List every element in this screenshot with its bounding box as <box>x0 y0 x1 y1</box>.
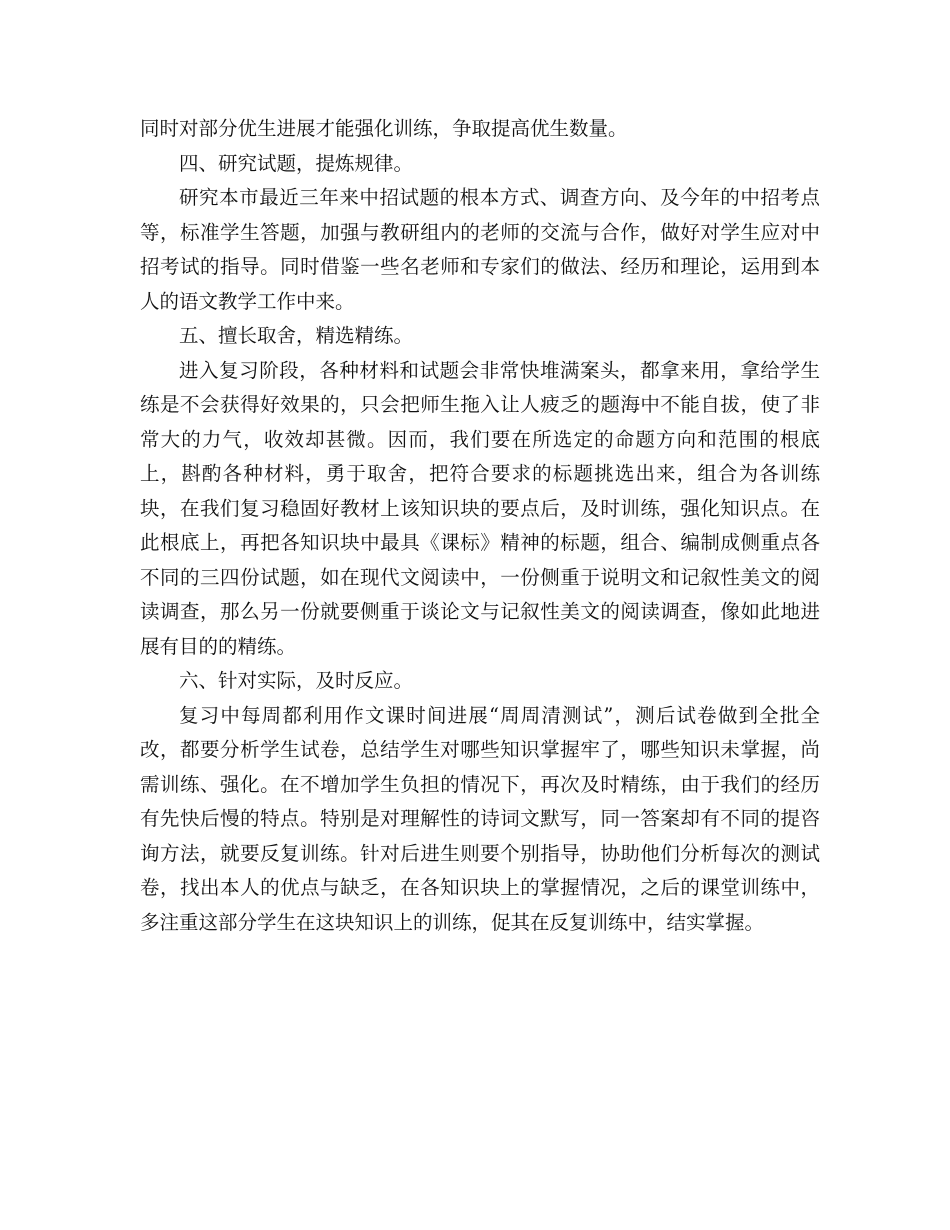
paragraph-research: 研究本市最近三年来中招试题的根本方式、调查方向、及今年的中招考点等，标准学生答题，加强与教研组内的老师的交流与合作，做好对学生应对中招考试的指导。同时借鉴一些名老师和专家们的做法、经历和理论，运用到本人的语文教学工作中来。 <box>140 186 820 313</box>
paragraph-selection: 进入复习阶段，各种材料和试题会非常快堆满案头，都拿来用，拿给学生练是不会获得好效果的，只会把师生拖入让人疲乏的题海中不能自拔，使了非常大的力气，收效却甚微。因而，我们要在所选定的命题方向和范围的根底上，斟酌各种材料，勇于取舍，把符合要求的标题挑选出来，组合为各训练块，在我们复习稳固好教材上该知识块的要点后，及时训练，强化知识点。在此根底上，再把各知识块中最具《课标》精神的标题，组合、编制成侧重点各不同的三四份试题，如在现代文阅读中，一份侧重于说明文和记叙性美文的阅读调查，那么另一份就要侧重于谈论文与记叙性美文的阅读调查，像如此地进展有目的的精练。 <box>140 358 820 658</box>
section-heading-4: 四、研究试题，提炼规律。 <box>179 151 414 175</box>
section-heading-6: 六、针对实际，及时反应。 <box>179 669 414 692</box>
document-body <box>140 112 820 940</box>
section-heading-5: 五、擅长取舍，精选精练。 <box>179 324 414 347</box>
paragraph-feedback: 复习中每周都利用作文课时间进展“周周清测试”，测后试卷做到全批全改，都要分析学生试卷，总结学生对哪些知识掌握牢了，哪些知识未掌握，尚需训练、强化。在不增加学生负担的情况下，再次及时精练，由于我们的经历有先快后慢的特点。特别是对理解性的诗词文默写，同一答案却有不同的提咨询方法，就要反复训练。针对后进生则要个别指导，协助他们分析每次的测试卷，找出本人的优点与缺乏，在各知识块上的掌握情况，之后的课堂训练中，多注重这部分学生在这块知识上的训练，促其在反复训练中，结实掌握。 <box>140 703 820 934</box>
paragraph-continuation: 同时对部分优生进展才能强化训练，争取提高优生数量。 <box>140 117 628 140</box>
